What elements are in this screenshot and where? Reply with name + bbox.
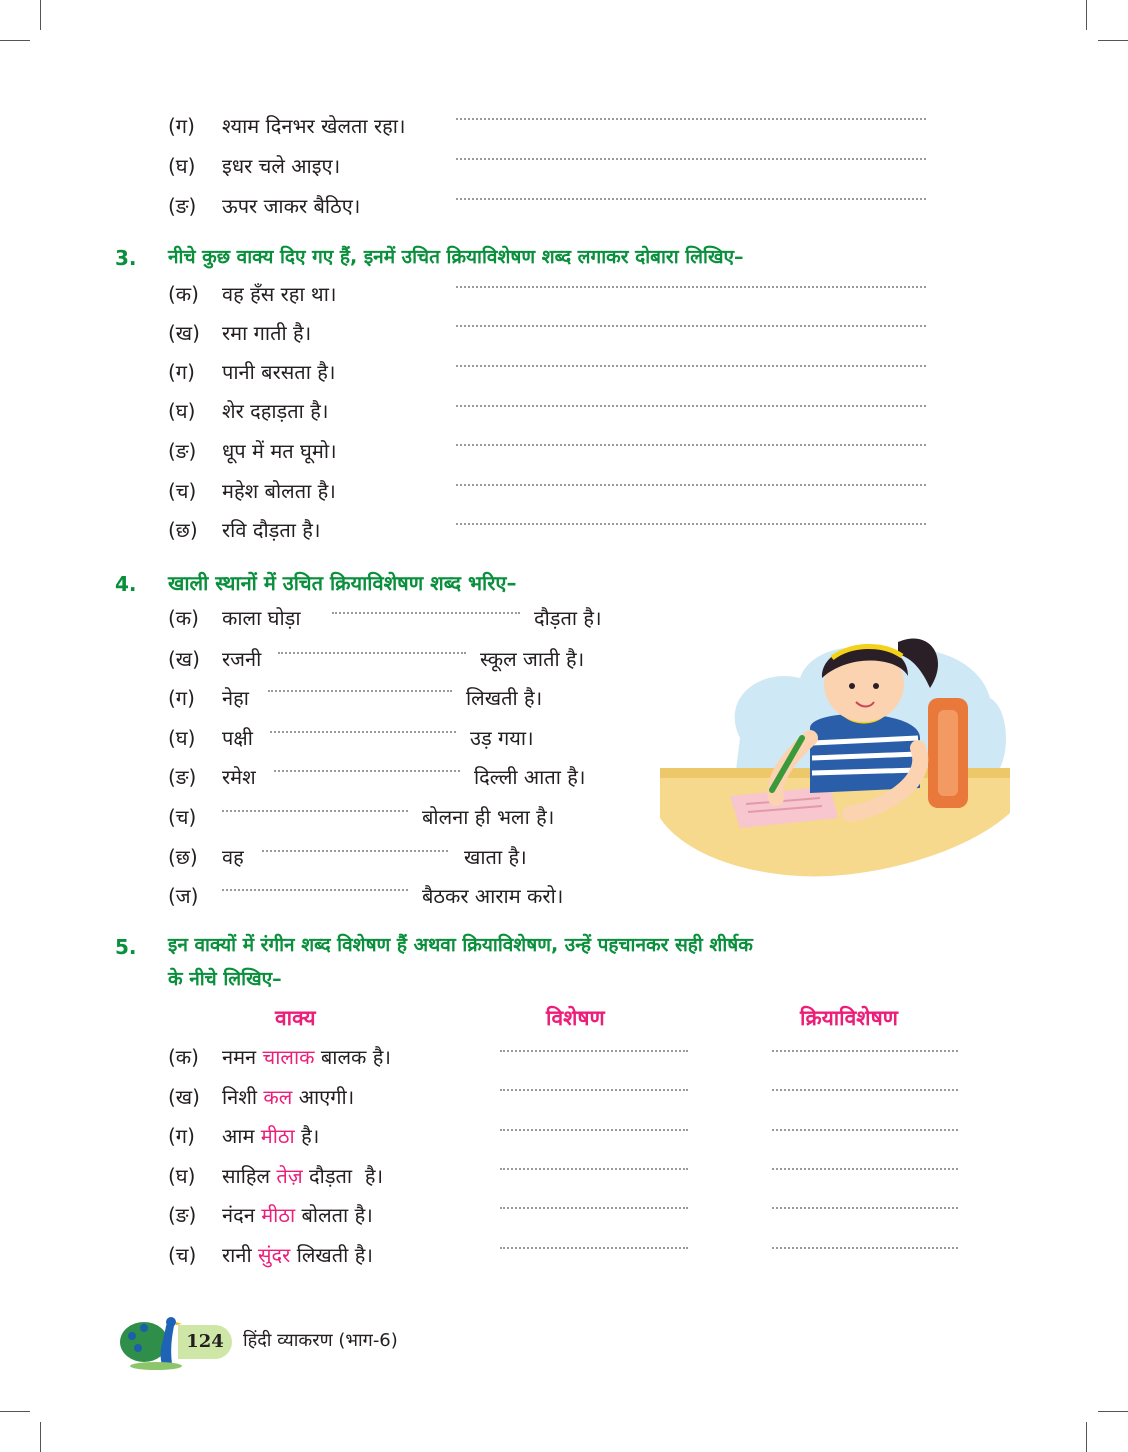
question-instruction: खाली स्थानों में उचित क्रियाविशेषण शब्द भरिए– — [168, 571, 517, 595]
column-header-adjective: विशेषण — [546, 1006, 605, 1030]
table-row: (च) रानी सुंदर लिखती है। — [168, 1243, 373, 1267]
list-item-tail: स्कूल जाती है। — [480, 647, 585, 671]
answer-line[interactable] — [456, 444, 926, 446]
eye — [873, 683, 879, 689]
list-item: (ग) पानी बरसता है। — [168, 360, 336, 384]
list-item-tail: दिल्ली आता है। — [474, 765, 586, 789]
table-row: (ग) आम मीठा है। — [168, 1124, 320, 1148]
column-header-adverb: क्रियाविशेषण — [800, 1006, 898, 1030]
peacock-head — [166, 1317, 176, 1327]
list-item: (घ) पक्षी — [168, 726, 253, 750]
girl-writing-illustration — [660, 618, 1010, 880]
adverb-answer-line[interactable] — [772, 1129, 958, 1131]
list-item: (ख) रमा गाती है। — [168, 321, 312, 345]
crop-mark — [1098, 1411, 1128, 1412]
table-row: (ङ) नंदन मीठा बोलता है। — [168, 1203, 373, 1227]
answer-line[interactable] — [456, 118, 926, 120]
blank-line[interactable] — [268, 690, 452, 692]
list-item: (ग) नेहा — [168, 686, 249, 710]
crop-mark — [40, 0, 41, 30]
answer-line[interactable] — [456, 484, 926, 486]
blank-line[interactable] — [278, 652, 466, 654]
question-number: 4. — [115, 572, 137, 596]
blank-line[interactable] — [332, 612, 520, 614]
list-item: (क) वह हँस रहा था। — [168, 282, 337, 306]
answer-line[interactable] — [456, 286, 926, 288]
list-item-tail: लिखती है। — [466, 686, 543, 710]
adverb-answer-line[interactable] — [772, 1207, 958, 1209]
list-item: (क) काला घोड़ा — [168, 606, 301, 630]
crop-mark — [1086, 1422, 1087, 1452]
answer-line[interactable] — [456, 405, 926, 407]
chair-panel — [938, 710, 958, 796]
adjective-answer-line[interactable] — [500, 1247, 688, 1249]
blank-line[interactable] — [222, 889, 408, 891]
adjective-answer-line[interactable] — [500, 1129, 688, 1131]
list-item: (घ) इधर चले आइए। — [168, 154, 341, 178]
list-item: (ज) — [168, 884, 199, 908]
list-item-tail: बोलना ही भला है। — [422, 805, 555, 829]
question-instruction: नीचे कुछ वाक्य दिए गए हैं, इनमें उचित क्रियाविशेषण शब्द लगाकर दोबारा लिखिए– — [168, 246, 744, 268]
list-item: (ङ) ऊपर जाकर बैठिए। — [168, 194, 361, 218]
question-instruction: इन वाक्यों में रंगीन शब्द विशेषण हैं अथवा क्रियाविशेषण, उन्हें पहचानकर सही शीर्षक — [168, 934, 753, 956]
table-row: (घ) साहिल तेज़ दौड़ता है। — [168, 1164, 384, 1188]
crop-mark — [0, 40, 30, 41]
list-item-tail: खाता है। — [464, 845, 527, 869]
answer-line[interactable] — [456, 198, 926, 200]
list-item: (ङ) धूप में मत घूमो। — [168, 439, 337, 463]
question-instruction: के नीचे लिखिए– — [168, 968, 282, 990]
list-item: (ख) रजनी — [168, 647, 262, 671]
list-item: (च) — [168, 805, 197, 829]
adverb-answer-line[interactable] — [772, 1050, 958, 1052]
peacock-icon — [118, 1312, 184, 1370]
list-item: (ङ) रमेश — [168, 765, 256, 789]
list-item-tail: दौड़ता है। — [534, 606, 602, 630]
list-item: (ग) श्याम दिनभर खेलता रहा। — [168, 114, 406, 138]
answer-line[interactable] — [456, 523, 926, 525]
book-title: हिंदी व्याकरण (भाग-6) — [243, 1330, 398, 1351]
feather-eye — [140, 1324, 148, 1332]
adjective-answer-line[interactable] — [500, 1050, 688, 1052]
answer-line[interactable] — [456, 158, 926, 160]
adverb-answer-line[interactable] — [772, 1168, 958, 1170]
adverb-answer-line[interactable] — [772, 1247, 958, 1249]
blank-line[interactable] — [270, 731, 456, 733]
list-item: (घ) शेर दहाड़ता है। — [168, 399, 329, 423]
list-item: (च) महेश बोलता है। — [168, 479, 336, 503]
list-item: (छ) रवि दौड़ता है। — [168, 518, 321, 542]
list-item-tail: बैठकर आराम करो। — [422, 884, 564, 908]
crop-mark — [0, 1411, 30, 1412]
crop-mark — [1098, 40, 1128, 41]
blank-line[interactable] — [262, 850, 448, 852]
column-header-sentence: वाक्य — [275, 1006, 316, 1030]
grass — [130, 1362, 182, 1370]
adverb-answer-line[interactable] — [772, 1089, 958, 1091]
feather-eye — [134, 1344, 142, 1352]
answer-line[interactable] — [456, 365, 926, 367]
page-number: 124 — [178, 1325, 232, 1359]
answer-line[interactable] — [456, 325, 926, 327]
crop-mark — [1086, 0, 1087, 30]
blank-line[interactable] — [222, 810, 408, 812]
feather-eye — [128, 1332, 136, 1340]
adjective-answer-line[interactable] — [500, 1168, 688, 1170]
table-row: (क) नमन चालाक बालक है। — [168, 1045, 391, 1069]
list-item-tail: उड़ गया। — [470, 726, 534, 750]
question-number: 3. — [115, 246, 137, 270]
crop-mark — [40, 1422, 41, 1452]
question-number: 5. — [115, 935, 137, 959]
adjective-answer-line[interactable] — [500, 1089, 688, 1091]
adjective-answer-line[interactable] — [500, 1207, 688, 1209]
peacock-body — [161, 1322, 174, 1365]
list-item: (छ) वह — [168, 845, 244, 869]
eye — [849, 683, 855, 689]
blank-line[interactable] — [274, 770, 460, 772]
table-row: (ख) निशी कल आएगी। — [168, 1085, 355, 1109]
